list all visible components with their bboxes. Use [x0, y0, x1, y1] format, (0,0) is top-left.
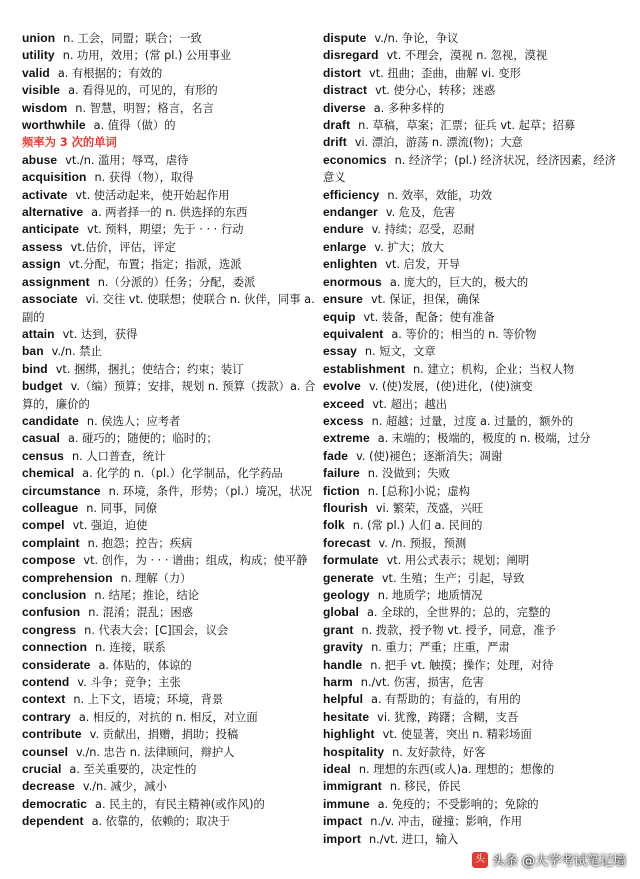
entry-word: excess: [323, 413, 364, 428]
entry-definition: vt. 捆绑，捆扎；使结合；约束；装订: [55, 362, 244, 376]
entry-definition: n. [总称]小说；虚构: [367, 484, 470, 498]
entry-word: impact: [323, 814, 363, 829]
entry-word: gravity: [323, 640, 364, 655]
vocab-entry: [22, 100, 318, 117]
entry-definition: n./vt. 伤害，损害，危害: [360, 676, 484, 690]
entry-definition: n. 移民，侨民: [389, 780, 461, 794]
entry-definition: a. 末端的；极端的，极度的 n. 极端，过分: [377, 432, 591, 446]
entry-word: attain: [22, 326, 55, 341]
vocab-entry: [323, 831, 621, 848]
entry-definition: vt.分配，布置；指定；指派，选派: [68, 258, 242, 272]
vocab-entry: [323, 291, 621, 308]
vocab-entry: [22, 570, 318, 587]
entry-definition: a. 相反的，对抗的 n. 相反，对立面: [78, 710, 258, 724]
entry-definition: a. 依靠的，依赖的；取决于: [91, 815, 230, 829]
vocab-entry: [22, 361, 318, 378]
entry-word: wisdom: [22, 100, 68, 115]
watermark: [472, 850, 626, 869]
entry-word: assignment: [22, 274, 90, 289]
entry-definition: a. 值得（做）的: [93, 119, 176, 133]
vocab-entry: [22, 239, 318, 256]
vocab-entry: [323, 500, 621, 517]
vocab-entry: [22, 378, 318, 413]
vocab-entry: [323, 552, 621, 569]
entry-word: assign: [22, 257, 61, 272]
vocab-entry: [323, 256, 621, 273]
entry-definition: n. 友好款待，好客: [392, 745, 486, 759]
entry-word: geology: [323, 588, 370, 602]
entry-definition: vt. 达到，获得: [62, 327, 138, 341]
entry-definition: v. 贡献出，捐赠，捐助；投稿: [89, 728, 239, 742]
vocab-entry: [323, 187, 621, 204]
entry-definition: v.（编）预算；安排，规划 n. 预算（拨款）a. 合算的，廉价的: [22, 380, 316, 411]
vocab-entry: [323, 465, 621, 482]
vocab-entry: [22, 604, 318, 621]
entry-word: endure: [323, 222, 364, 237]
vocab-entry: [22, 152, 318, 169]
entry-word: activate: [22, 187, 68, 202]
vocab-entry: [323, 30, 621, 47]
entry-word: flourish: [323, 500, 368, 515]
vocab-entry: [323, 761, 621, 778]
vocab-entry: [323, 47, 621, 64]
entry-word: efficiency: [323, 187, 380, 202]
entry-word: comprehension: [22, 570, 113, 585]
entry-word: harm: [323, 675, 353, 690]
entry-definition: n. 代表大会；[C]国会，议会: [84, 623, 229, 637]
entry-word: abuse: [22, 152, 58, 167]
entry-definition: n. 人口普查，统计: [71, 449, 166, 463]
entry-word: immigrant: [323, 779, 382, 794]
left-column: [22, 30, 318, 831]
entry-definition: n. 草稿，草案；汇票；征兵 vt. 起草；招募: [358, 119, 576, 133]
vocab-entry: [22, 726, 318, 743]
entry-word: distract: [323, 83, 368, 98]
vocab-entry: [22, 169, 318, 186]
entry-definition: vt. 预料，期望；先于 · · · 行动: [87, 223, 244, 237]
vocab-entry: [22, 517, 318, 534]
entry-definition: a. 看得见的，可见的，有形的: [68, 84, 218, 98]
entry-word: casual: [22, 431, 60, 446]
vocab-entry: [323, 221, 621, 238]
vocab-entry: [22, 552, 318, 569]
vocab-entry: [22, 430, 318, 447]
entry-word: considerate: [22, 657, 91, 672]
entry-definition: v. 危及，危害: [385, 206, 456, 220]
entry-word: handle: [323, 657, 363, 672]
entry-definition: a. 化学的 n.（pl.）化学制品，化学药品: [82, 467, 283, 481]
entry-word: fade: [323, 448, 349, 463]
entry-definition: n. 获得（物），取得: [94, 171, 194, 185]
vocab-entry: [22, 343, 318, 360]
entry-definition: a. 体贴的，体谅的: [98, 658, 192, 672]
entry-word: dependent: [22, 814, 84, 829]
entry-definition: n. 拨款，授予物 vt. 授予，同意，准予: [361, 623, 556, 637]
entry-word: crucial: [22, 762, 62, 777]
entry-word: decrease: [22, 779, 75, 794]
vocab-entry: [22, 448, 318, 465]
vocab-entry: [22, 326, 318, 343]
entry-definition: n. 抱怨；控告；疾病: [87, 536, 193, 550]
entry-word: bind: [22, 361, 48, 376]
vocab-entry: [323, 587, 621, 604]
entry-word: congress: [22, 622, 77, 637]
entry-definition: a. 全球的，全世界的；总的，完整的: [366, 606, 551, 620]
entry-definition: n. 同事，同僚: [86, 501, 158, 515]
entry-word: contend: [22, 675, 70, 690]
entry-definition: vt. 创作，为 · · · 谱曲；组成，构成；使平静: [83, 554, 308, 568]
entry-definition: n. 地质学；地质情况: [377, 589, 483, 602]
entry-word: complaint: [22, 535, 80, 550]
entry-definition: n. 环境，条件，形势；（pl.）境况，状况: [108, 484, 312, 498]
entry-word: helpful: [323, 692, 364, 707]
entry-word: context: [22, 692, 66, 707]
entry-word: union: [22, 31, 56, 45]
entry-definition: n. 经济学；(pl.) 经济状况，经济因素，经济意义: [323, 153, 616, 185]
vocab-entry: [22, 465, 318, 482]
entry-definition: vt. 启发，开导: [385, 258, 461, 272]
entry-definition: vt. 用公式表示；规划；阐明: [386, 554, 530, 568]
entry-definition: n. 理解（力）: [120, 571, 192, 585]
vocab-entry: [323, 343, 621, 360]
vocab-entry: [323, 691, 621, 708]
vocab-entry: [22, 256, 318, 273]
vocab-entry: [22, 30, 318, 47]
entry-word: drift: [323, 135, 347, 150]
entry-word: ensure: [323, 292, 363, 307]
entry-definition: a. 至关重要的，决定性的: [69, 763, 197, 777]
vocab-entry: [323, 117, 621, 134]
entry-definition: vt./n. 滥用；辱骂，虐待: [65, 153, 189, 167]
entry-word: distort: [323, 65, 362, 80]
entry-word: ideal: [323, 762, 351, 777]
entry-word: worthwhile: [22, 118, 86, 133]
vocab-entry: [323, 726, 621, 743]
vocab-entry: [323, 604, 621, 621]
vocab-entry: [22, 274, 318, 291]
vocab-entry: [22, 778, 318, 795]
vocab-entry: [22, 639, 318, 656]
vocab-entry: [22, 500, 318, 517]
entry-definition: n. 功用，效用；(常 pl.) 公用事业: [62, 49, 232, 63]
entry-definition: n./v. 冲击，碰撞；影响，作用: [370, 815, 523, 829]
entry-word: evolve: [323, 379, 361, 394]
entry-definition: a. 等价的；相当的 n. 等价物: [391, 327, 537, 341]
vocab-entry: [22, 587, 318, 604]
entry-word: census: [22, 448, 64, 463]
vocab-entry: [323, 396, 621, 413]
vocab-entry: [22, 709, 318, 726]
vocab-entry: [323, 430, 621, 447]
entry-word: failure: [323, 466, 360, 481]
entry-definition: v./n. 争论，争议: [374, 32, 459, 45]
entry-definition: a. 碰巧的；随便的；临时的；: [67, 432, 218, 446]
entry-word: enlarge: [323, 239, 367, 254]
entry-definition: a. 免疫的；不受影响的；免除的: [377, 797, 539, 811]
entry-definition: vt. 强迫，迫使: [72, 519, 148, 533]
entry-definition: vi. 繁荣，茂盛，兴旺: [375, 501, 484, 515]
vocab-entry: [323, 361, 621, 378]
vocab-entry: [323, 517, 621, 534]
entry-word: anticipate: [22, 222, 80, 237]
entry-word: acquisition: [22, 170, 87, 185]
entry-definition: a. 多种多样的: [373, 101, 445, 115]
entry-definition: vt. 扭曲；歪曲，曲解 vi. 变形: [369, 66, 521, 80]
entry-word: generate: [323, 570, 374, 585]
entry-definition: vt. 使显著，突出 n. 精彩场面: [382, 728, 532, 742]
vocab-entry: [323, 709, 621, 726]
vocab-entry: [323, 204, 621, 221]
entry-word: essay: [323, 344, 357, 359]
entry-definition: v./n. 禁止: [51, 345, 102, 359]
entry-word: hospitality: [323, 744, 385, 759]
entry-definition: v. (使)褪色；逐渐消失；凋谢: [356, 449, 503, 463]
entry-definition: n. 侯选人；应考者: [86, 414, 181, 428]
vocab-entry: [22, 65, 318, 82]
entry-word: forecast: [323, 535, 371, 550]
entry-word: confusion: [22, 605, 81, 620]
entry-definition: a. 民主的，有民主精神(或作风)的: [95, 797, 265, 811]
entry-word: exceed: [323, 396, 365, 411]
entry-definition: n.（分派的）任务；分配，委派: [97, 275, 256, 289]
vocab-entry: [22, 796, 318, 813]
vocab-entry: [323, 570, 621, 587]
vocab-entry: [323, 778, 621, 795]
entry-definition: n. 没做到；失败: [367, 467, 450, 481]
entry-definition: vi. 犹豫，踌躇；含糊，支吾: [377, 710, 519, 724]
entry-word: highlight: [323, 727, 375, 742]
entry-word: equip: [323, 309, 356, 324]
entry-definition: n. 上下文，语境；环境，背景: [73, 693, 224, 707]
left-entries-bottom: [22, 152, 318, 831]
vocab-entry: [22, 535, 318, 552]
section-header-frequency-3: 频率为 3 次的单词: [22, 136, 117, 150]
entry-word: colleague: [22, 500, 79, 515]
entry-word: import: [323, 831, 361, 846]
entry-definition: a. 有根据的；有效的: [57, 66, 163, 80]
vocab-entry: [323, 82, 621, 99]
entry-definition: n. 短文，文章: [364, 345, 436, 359]
vocab-entry: [22, 204, 318, 221]
entry-definition: v. (使)发展，(使)进化，(使)演变: [368, 380, 533, 394]
entry-word: enlighten: [323, 257, 378, 272]
entry-definition: vt. 装备，配备；使有准备: [363, 310, 495, 324]
entry-word: diverse: [323, 100, 366, 115]
entry-word: budget: [22, 379, 63, 394]
left-entries-top: [22, 30, 318, 134]
vocab-entry: [323, 744, 621, 761]
entry-word: alternative: [22, 205, 84, 220]
entry-word: equivalent: [323, 326, 384, 341]
entry-definition: v./n. 减少，减小: [82, 780, 167, 794]
vocab-entry: [323, 309, 621, 326]
entry-word: draft: [323, 118, 351, 133]
entry-definition: n. 超越；过量，过度 a. 过量的，额外的: [371, 414, 574, 428]
vocab-entry: [323, 326, 621, 343]
entry-word: conclusion: [22, 588, 87, 602]
entry-word: establishment: [323, 361, 405, 376]
entry-definition: vt. 使分心，转移；迷惑: [375, 84, 496, 98]
entry-word: enormous: [323, 274, 382, 289]
vocab-entry: [22, 221, 318, 238]
vocab-entry: [22, 291, 318, 326]
entry-definition: n. (常 pl.) 人们 a. 民间的: [352, 519, 483, 533]
entry-word: economics: [323, 152, 387, 167]
entry-definition: n. 智慧，明智；格言，名言: [75, 101, 214, 115]
vocab-entry: [323, 657, 621, 674]
entry-word: grant: [323, 622, 354, 637]
entry-word: folk: [323, 518, 345, 533]
vocab-entry: [22, 761, 318, 778]
entry-definition: v. 斗争；竞争；主张: [77, 676, 181, 690]
right-column: [323, 30, 621, 848]
entry-definition: vt. 超出；越出: [372, 397, 448, 411]
entry-definition: vi. 漂泊，游荡 n. 漂流(物)；大意: [354, 136, 523, 150]
entry-word: compose: [22, 553, 76, 568]
entry-definition: a. 有帮助的；有益的，有用的: [371, 693, 521, 707]
entry-word: formulate: [323, 553, 379, 568]
entry-definition: n. 混淆；混乱；困惑: [88, 606, 193, 620]
entry-word: connection: [22, 640, 88, 655]
entry-definition: vt. 生殖；生产；引起，导致: [381, 571, 525, 585]
entry-definition: n. 工会，同盟；联合；一致: [63, 32, 202, 45]
entry-definition: a. 两者择一的 n. 供选择的东西: [91, 206, 248, 220]
entry-definition: n./vt. 进口，输入: [368, 832, 459, 846]
entry-definition: v. /n. 预报，预测: [378, 536, 467, 550]
entry-word: immune: [323, 796, 370, 811]
vocab-entry: [323, 378, 621, 395]
right-entries: [323, 30, 621, 848]
entry-definition: vt. 不理会，漠视 n. 忽视，漠视: [386, 49, 548, 63]
entry-definition: n. 结尾；推论，结论: [94, 589, 200, 602]
vocab-entry: [22, 657, 318, 674]
vocab-entry: [22, 691, 318, 708]
vocab-entry: [323, 239, 621, 256]
vocab-entry: [323, 413, 621, 430]
entry-word: contribute: [22, 727, 82, 742]
vocab-entry: [22, 483, 318, 500]
vocab-entry: [22, 187, 318, 204]
entry-word: global: [323, 605, 359, 620]
entry-word: compel: [22, 518, 65, 533]
entry-word: democratic: [22, 796, 88, 811]
vocab-entry: [323, 674, 621, 691]
vocab-entry: [323, 448, 621, 465]
entry-definition: vt. 保证，担保，确保: [370, 293, 480, 307]
entry-definition: n. 效率，效能，功效: [387, 188, 493, 202]
vocab-entry: [22, 813, 318, 830]
vocab-entry: [22, 82, 318, 99]
entry-word: fiction: [323, 483, 360, 498]
entry-word: circumstance: [22, 483, 101, 498]
entry-word: hesitate: [323, 709, 370, 724]
vocab-entry: [323, 622, 621, 639]
entry-definition: n. 理想的东西(或人)a. 理想的；想像的: [358, 763, 555, 777]
vocab-entry: [22, 622, 318, 639]
entry-word: chemical: [22, 466, 75, 481]
vocab-entry: [22, 674, 318, 691]
toutiao-logo-icon: 头: [472, 852, 488, 868]
entry-word: ban: [22, 344, 44, 359]
vocab-entry: [22, 744, 318, 761]
vocab-entry: [323, 65, 621, 82]
vocab-entry: [323, 483, 621, 500]
vocab-entry: [323, 639, 621, 656]
entry-word: valid: [22, 65, 50, 80]
vocab-entry: [323, 134, 621, 151]
entry-definition: vt. 使活动起来，使开始起作用: [75, 188, 230, 202]
entry-definition: n. 建立；机构，企业；当权人物: [413, 362, 575, 376]
vocab-entry: [323, 813, 621, 830]
entry-word: candidate: [22, 413, 79, 428]
vocab-entry: [323, 100, 621, 117]
vocab-entry: [22, 413, 318, 430]
entry-definition: n. 重力；严重；庄重，严肃: [371, 641, 510, 655]
entry-definition: v./n. 忠告 n. 法律顾问，辩护人: [76, 745, 235, 759]
vocab-entry: [22, 47, 318, 64]
entry-word: extreme: [323, 431, 370, 446]
entry-definition: v. 持续；忍受，忍耐: [371, 223, 475, 237]
vocab-entry: [323, 535, 621, 552]
watermark-text: 头条 @大学考试笔记墙: [491, 854, 626, 869]
entry-definition: n. 把手 vt. 触摸；操作；处理，对待: [370, 658, 554, 672]
entry-definition: vt.估价，评估，评定: [70, 240, 176, 254]
entry-definition: v. 扩大；放大: [374, 240, 444, 254]
entry-definition: a. 庞大的，巨大的，极大的: [389, 275, 529, 289]
entry-word: contrary: [22, 709, 71, 724]
entry-word: utility: [22, 48, 55, 63]
entry-word: assess: [22, 239, 63, 254]
entry-word: associate: [22, 292, 78, 307]
entry-word: dispute: [323, 31, 367, 45]
entry-word: visible: [22, 83, 61, 98]
vocab-entry: [323, 274, 621, 291]
entry-definition: vi. 交往 vt. 使联想；使联合 n. 伙伴，同事 a. 副的: [22, 293, 315, 324]
entry-word: endanger: [323, 205, 378, 220]
vocab-entry: [22, 117, 318, 134]
entry-definition: n. 连接，联系: [95, 641, 166, 655]
vocab-entry: [323, 796, 621, 813]
entry-word: disregard: [323, 48, 379, 63]
vocab-entry: [323, 152, 621, 187]
entry-word: counsel: [22, 744, 69, 759]
